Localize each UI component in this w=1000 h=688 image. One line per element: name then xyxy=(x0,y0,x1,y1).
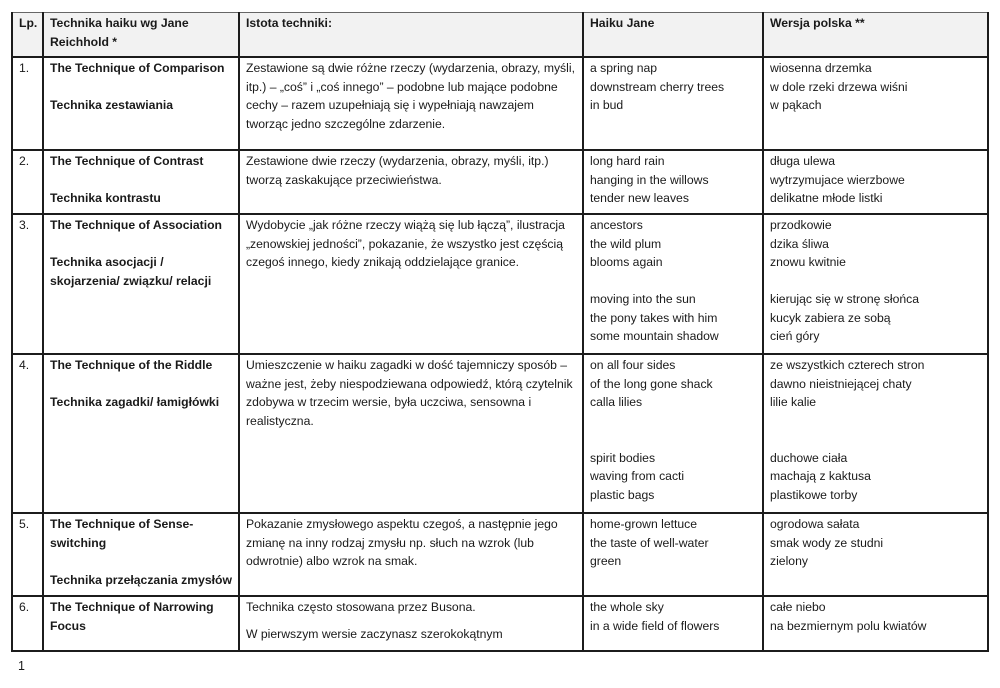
technique-name-en: The Technique of the Riddle xyxy=(50,358,213,372)
polish-line: ogrodowa sałata xyxy=(770,517,860,531)
row-number: 5. xyxy=(12,513,43,596)
polish-line: cień góry xyxy=(770,329,820,343)
technique-cell xyxy=(43,214,239,354)
haiku-cell xyxy=(583,596,763,651)
header-polish: Wersja polska ** xyxy=(763,13,988,58)
technique-name-pl: Technika przełączania zmysłów xyxy=(50,572,232,587)
haiku-cell xyxy=(583,513,763,596)
row-number: 2. xyxy=(12,150,43,214)
haiku-line: on all four sides xyxy=(590,358,676,372)
technique-cell xyxy=(43,57,239,150)
polish-line: dzika śliwa xyxy=(770,236,829,251)
haiku-line: hanging in the willows xyxy=(590,172,709,187)
polish-cell xyxy=(763,214,988,354)
header-technique: Technika haiku wg Jane Reichhold * xyxy=(43,13,239,58)
haiku-cell xyxy=(583,354,763,513)
polish-line: na bezmiernym polu kwiatów xyxy=(770,618,927,633)
header-essence: Istota techniki: xyxy=(239,13,583,58)
polish-cell xyxy=(763,354,988,513)
polish-line: kierując się w stronę słońca xyxy=(770,292,920,306)
technique-name-en: The Technique of Narrowing Focus xyxy=(50,600,214,633)
table-row xyxy=(12,513,988,596)
haiku-line: moving into the sun xyxy=(590,292,696,306)
haiku-line: in a wide field of flowers xyxy=(590,618,720,633)
technique-cell xyxy=(43,150,239,214)
haiku-line: home-grown lettuce xyxy=(590,517,698,531)
technique-cell xyxy=(43,354,239,513)
polish-cell xyxy=(763,596,988,651)
haiku-line: the taste of well-water xyxy=(590,535,709,550)
haiku-line: the wild plum xyxy=(590,236,662,251)
haiku-line: green xyxy=(590,554,622,568)
technique-name-pl: Technika zagadki/ łamigłówki xyxy=(50,395,220,409)
polish-cell xyxy=(763,57,988,150)
technique-cell xyxy=(43,596,239,651)
technique-name-pl: Technika kontrastu xyxy=(50,191,161,205)
row-number: 4. xyxy=(12,354,43,513)
technique-name-en: The Technique of Association xyxy=(50,218,222,232)
table-header-row xyxy=(12,13,988,58)
haiku-line: ancestors xyxy=(590,218,643,232)
haiku-line: calla lilies xyxy=(590,395,643,409)
haiku-cell xyxy=(583,57,763,150)
technique-name-pl: Technika zestawiania xyxy=(50,98,174,112)
polish-line: plastikowe torby xyxy=(770,487,858,502)
essence-cell: Wydobycie „jak różne rzeczy wiążą się lub łączą”, ilustracja „zenowskiej jedności”, pokazanie, że wszystko jest częścią czegoś innego, kiedy znikają oddzielające granice. xyxy=(239,214,583,354)
polish-line: zielony xyxy=(770,554,808,568)
polish-line: w dole rzeki drzewa wiśni xyxy=(770,79,908,94)
polish-line: lilie kalie xyxy=(770,395,817,409)
row-number: 1. xyxy=(12,57,43,150)
essence-line: W pierwszym wersie zaczynasz szerokokątnym xyxy=(246,626,503,641)
haiku-line: downstream cherry trees xyxy=(590,79,725,94)
polish-line: smak wody ze studni xyxy=(770,535,884,550)
table-row xyxy=(12,150,988,214)
header-haiku: Haiku Jane xyxy=(583,13,763,58)
essence-cell xyxy=(239,596,583,651)
essence-cell: Zestawione dwie rzeczy (wydarzenia, obrazy, myśli, itp.) tworzą zaskakujące przeciwieństwa. xyxy=(239,150,583,214)
polish-line: przodkowie xyxy=(770,218,832,232)
polish-line: znowu kwitnie xyxy=(770,255,846,269)
table-row xyxy=(12,596,988,651)
essence-cell: Pokazanie zmysłowego aspektu czegoś, a następnie jego zmianę na inny rodzaj zmysłu np. słuch na wzrok (lub odwrotnie) albo wzrok na smak. xyxy=(239,513,583,596)
haiku-line: long hard rain xyxy=(590,154,665,168)
polish-line: długa ulewa xyxy=(770,154,836,168)
polish-line: całe niebo xyxy=(770,600,826,614)
essence-line: Technika często stosowana przez Busona. xyxy=(246,600,476,614)
table-row xyxy=(12,57,988,150)
polish-line: wytrzymujace wierzbowe xyxy=(770,172,905,187)
page-number: 1 xyxy=(18,659,25,673)
technique-name-en: The Technique of Sense-switching xyxy=(50,517,194,550)
haiku-line: the pony takes with him xyxy=(590,310,718,325)
polish-line: w pąkach xyxy=(770,98,822,112)
row-number: 3. xyxy=(12,214,43,354)
haiku-line: in bud xyxy=(590,98,624,112)
polish-line: duchowe ciała xyxy=(770,450,848,465)
haiku-line: of the long gone shack xyxy=(590,376,713,391)
table-row xyxy=(12,354,988,513)
polish-line: kucyk zabiera ze sobą xyxy=(770,310,891,325)
polish-cell xyxy=(763,150,988,214)
table-row xyxy=(12,214,988,354)
haiku-line: plastic bags xyxy=(590,487,655,502)
polish-line: wiosenna drzemka xyxy=(770,61,872,75)
polish-cell xyxy=(763,513,988,596)
header-lp: Lp. xyxy=(12,13,43,58)
polish-line: delikatne młode listki xyxy=(770,191,883,205)
technique-cell xyxy=(43,513,239,596)
polish-line: machają z kaktusa xyxy=(770,469,871,483)
haiku-cell xyxy=(583,214,763,354)
haiku-techniques-table xyxy=(11,12,989,652)
polish-line: ze wszystkich czterech stron xyxy=(770,358,925,372)
essence-cell: Umieszczenie w haiku zagadki w dość tajemniczy sposób – ważne jest, żeby niespodziewana odpowiedź, którą czytelnik zdobywa w trzecim wersie, była uczciwa, sensowna i realistyczna. xyxy=(239,354,583,513)
haiku-line: a spring nap xyxy=(590,61,658,75)
essence-cell: Zestawione są dwie różne rzeczy (wydarzenia, obrazy, myśli, itp.) – „coś” i „coś innego” – podobne lub mające podobne cechy – razem uzupełniają się i wypełniają nawzajem tworząc jedno szczególne zdarzenie. xyxy=(239,57,583,150)
haiku-line: spirit bodies xyxy=(590,450,656,465)
technique-name-pl: Technika asocjacji / skojarzenia/ związku/ relacji xyxy=(50,255,212,288)
haiku-cell xyxy=(583,150,763,214)
haiku-line: some mountain shadow xyxy=(590,329,719,343)
haiku-line: blooms again xyxy=(590,255,663,269)
haiku-line: waving from cacti xyxy=(590,469,685,483)
polish-line: dawno nieistniejącej chaty xyxy=(770,376,912,391)
row-number: 6. xyxy=(12,596,43,651)
technique-name-en: The Technique of Contrast xyxy=(50,154,204,168)
haiku-line: tender new leaves xyxy=(590,191,689,205)
haiku-line: the whole sky xyxy=(590,600,664,614)
technique-name-en: The Technique of Comparison xyxy=(50,61,225,75)
